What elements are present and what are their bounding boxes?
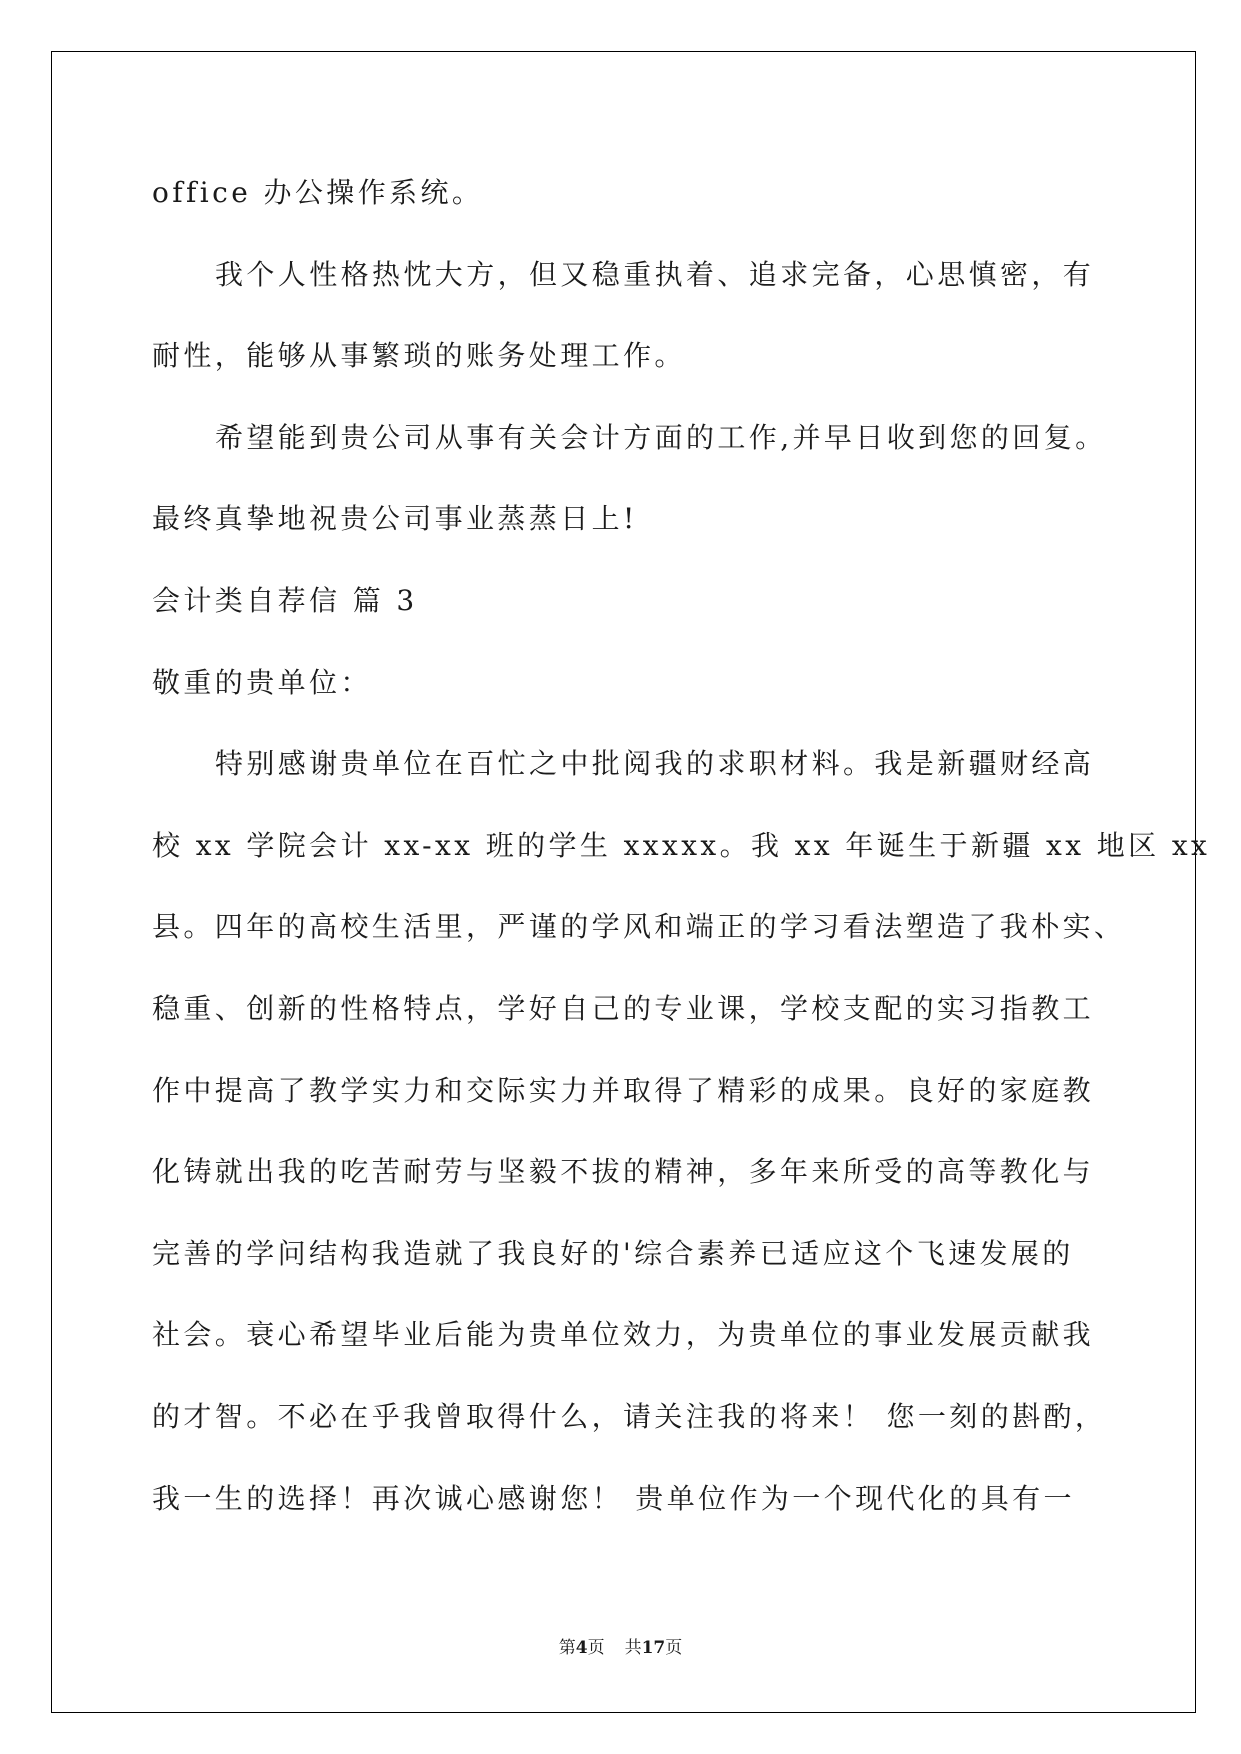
page-footer — [0, 1636, 1241, 1660]
page-prefix: 第 — [558, 1638, 576, 1658]
paragraph-line: office 办公操作系统。 — [152, 176, 484, 209]
paragraph-line: 作中提高了教学实力和交际实力并取得了精彩的成果。良好的家庭教 — [152, 1073, 1095, 1107]
section-title: 会计类自荐信 篇 3 — [152, 583, 418, 617]
page-number: 4 — [575, 1638, 588, 1658]
paragraph-line: 耐性，能够从事繁琐的账务处理工作。 — [152, 339, 686, 373]
paragraph-line: 希望能到贵公司从事有关会计方面的工作,并早日收到您的回复。 — [215, 420, 1107, 454]
salutation: 敬重的贵单位： — [152, 665, 372, 699]
page-suffix: 页 — [587, 1638, 605, 1658]
total-suffix: 页 — [665, 1638, 683, 1658]
paragraph-line: 县。四年的高校生活里，严谨的学风和端正的学习看法塑造了我朴实、 — [152, 910, 1126, 944]
paragraph-line: 社会。衰心希望毕业后能为贵单位效力，为贵单位的事业发展贡献我 — [152, 1318, 1095, 1352]
paragraph-line: 完善的学问结构我造就了我良好的'综合素养已适应这个飞速发展的 — [152, 1236, 1074, 1270]
total-pages: 17 — [641, 1638, 666, 1658]
paragraph-line: 稳重、创新的性格特点，学好自己的专业课，学校支配的实习指教工 — [152, 991, 1095, 1025]
paragraph-line: 我一生的选择！再次诚心感谢您！ 贵单位作为一个现代化的具有一 — [152, 1481, 1075, 1515]
document-body — [152, 152, 1211, 1539]
paragraph-line: 的才智。不必在乎我曾取得什么，请关注我的将来！ 您一刻的斟酌， — [152, 1399, 1107, 1433]
paragraph-line: 我个人性格热忱大方，但又稳重执着、追求完备，心思慎密，有 — [215, 257, 1095, 291]
total-prefix: 共 — [624, 1638, 642, 1658]
paragraph-line: 校 xx 学院会计 xx-xx 班的学生 xxxxx。我 xx 年诞生于新疆 xx 地区 xx — [152, 828, 1211, 862]
paragraph-line: 特别感谢贵单位在百忙之中批阅我的求职材料。我是新疆财经高 — [215, 747, 1095, 781]
paragraph-line: 最终真挚地祝贵公司事业蒸蒸日上! — [152, 502, 638, 536]
paragraph-line: 化铸就出我的吃苦耐劳与坚毅不拔的精神，多年来所受的高等教化与 — [152, 1155, 1095, 1189]
